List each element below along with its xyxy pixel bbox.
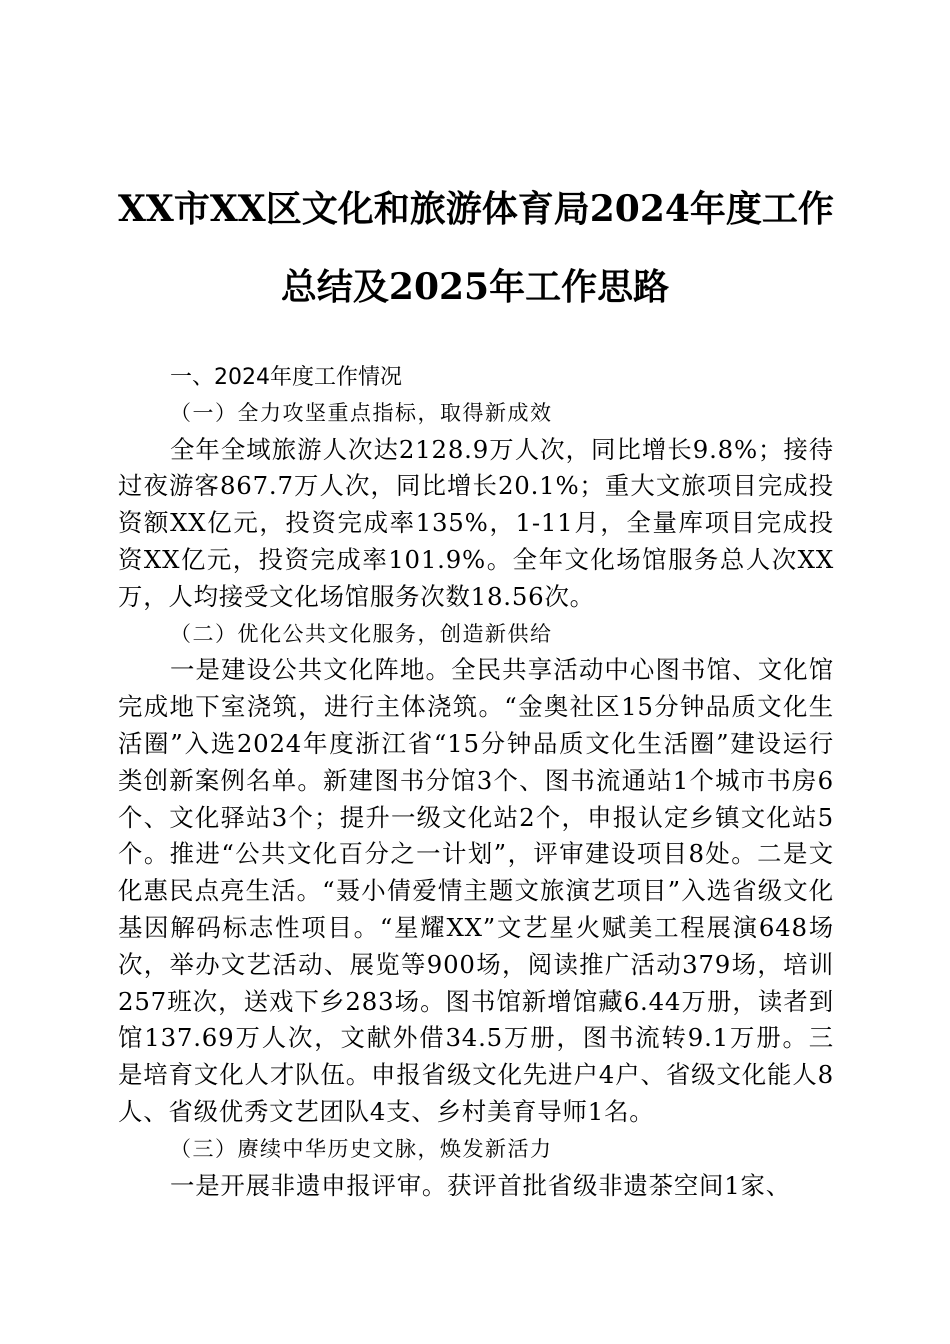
subsection-heading-1: （一）全力攻坚重点指标，取得新成效: [170, 400, 553, 425]
document-body: [118, 358, 834, 1204]
section-heading-1: 一、2024年度工作情况: [170, 365, 402, 390]
paragraph-2: 一是建设公共文化阵地。全民共享活动中心图书馆、文化馆完成地下室浇筑，进行主体浇筑。“金奥社区15分钟品质文化生活圈”入选2024年度浙江省“15分钟品质文化生活圈”建设运行类创新案例名单。新建图书分馆3个、图书流通站1个城市书房6个、文化驿站3个；提升一级文化站2个，申报认定乡镇文化站5个。推进“公共文化百分之一计划”，评审建设项目8处。二是文化惠民点亮生活。“聂小倩爱情主题文旅演艺项目”入选省级文化基因解码标志性项目。“星耀XX”文艺星火赋美工程展演648场次，举办文艺活动、展览等900场，阅读推广活动379场，培训257班次，送戏下乡283场。图书馆新增馆藏6.44万册，读者到馆137.69万人次，文献外借34.5万册，图书流转9.1万册。三是培育文化人才队伍。申报省级文化先进户4户、省级文化能人8人、省级优秀文艺团队4支、乡村美育导师1名。: [118, 655, 834, 1126]
title-line-2: 总结及2025年工作思路: [280, 266, 670, 308]
document-title: [118, 170, 832, 326]
subsection-heading-3: （三）赓续中华历史文脉，焕发新活力: [170, 1136, 553, 1161]
paragraph-1: 全年全域旅游人次达2128.9万人次，同比增长9.8%；接待过夜游客867.7万人次，同比增长20.1%；重大文旅项目完成投资额XX亿元，投资完成率135%，1-11月，全量库项目完成投资XX亿元，投资完成率101.9%。全年文化场馆服务总人次XX万，人均接受文化场馆服务次数18.56次。: [118, 434, 834, 611]
paragraph-3: 一是开展非遗申报评审。获评首批省级非遗茶空间1家、: [170, 1170, 791, 1200]
title-line-1: XX市XX区文化和旅游体育局2024年度工作: [118, 188, 834, 230]
subsection-heading-2: （二）优化公共文化服务，创造新供给: [170, 621, 553, 646]
